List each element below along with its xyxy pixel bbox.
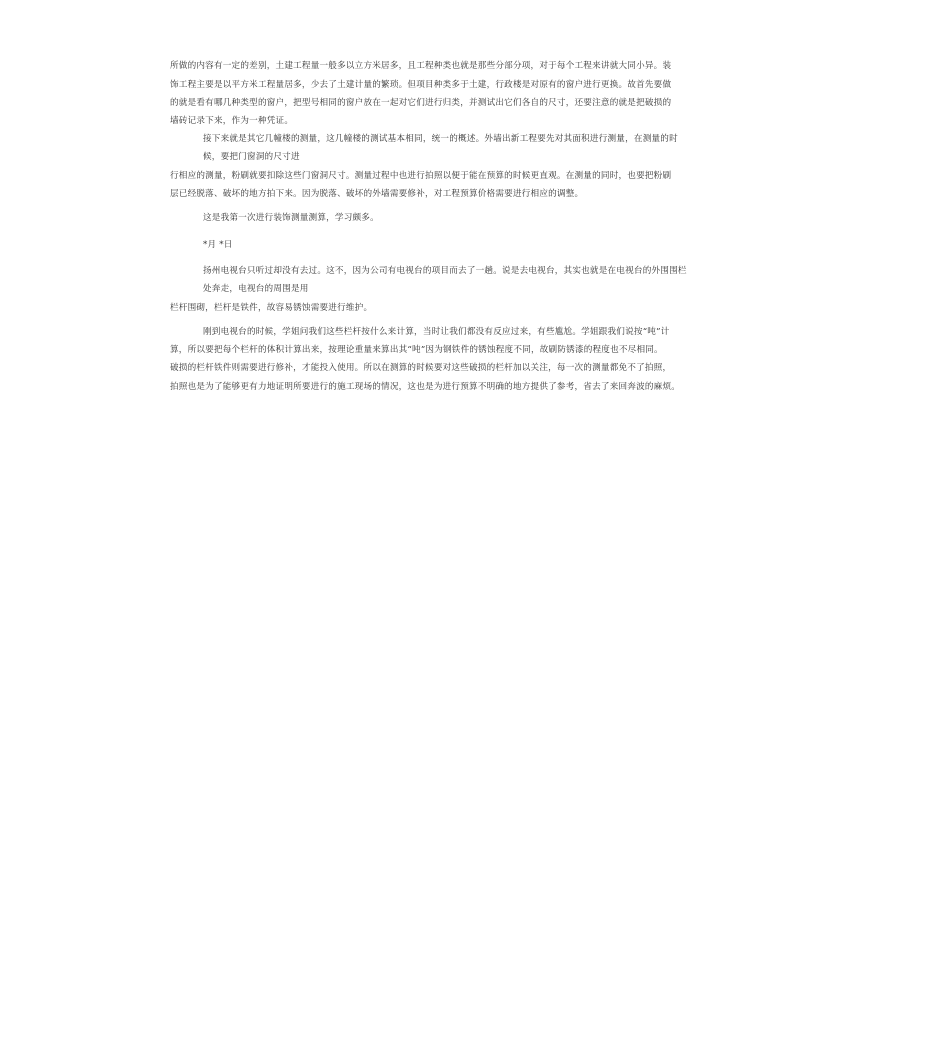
text-line: 拍照也是为了能够更有力地证明所要进行的施工现场的情况，这也是为进行预算不明确的地方提供了参考，省去了来回奔波的麻烦。 <box>170 382 681 392</box>
text-line: 饰工程主要是以平方米工程量居多，少去了土建计量的繁琐。但项目种类多于土建，行政楼是对原有的窗户进行更换。故首先要做 <box>170 80 672 90</box>
text-line: 接下来就是其它几幢楼的测量，这几幢楼的测试基本相同，统一的概述。外墙出新工程要先对其面积进行测量，在测量的时 <box>203 134 678 144</box>
text-line: 栏杆围砌，栏杆是铁件，故容易锈蚀需要进行维护。 <box>170 303 373 313</box>
text-line: 墙砖记录下来，作为一种凭证。 <box>170 116 294 126</box>
text-line: 算，所以要把每个栏杆的体积计算出来，按理论重量来算出其“吨”因为钢铁件的锈蚀程度不同，故刷防锈漆的程度也不尽相同。 <box>170 345 663 355</box>
text-line: 刚到电视台的时候，学姐问我们这些栏杆按什么来计算，当时让我们都没有反应过来，有些尴尬。学姐跟我们说按“吨”计 <box>203 327 670 337</box>
date-line: *月 *日 <box>203 240 233 250</box>
text-line: 扬州电视台只听过却没有去过。这不，因为公司有电视台的项目而去了一趟。说是去电视台，其实也就是在电视台的外围围栏 <box>203 266 687 276</box>
text-line: 这是我第一次进行装饰测量测算，学习颇多。 <box>203 213 379 223</box>
text-line: 层已经脱落、破坏的地方拍下来。因为脱落、破坏的外墙需要修补，对工程预算价格需要进行相应的调整。 <box>170 189 584 199</box>
text-line: 候，要把门窗洞的尺寸进 <box>203 152 300 162</box>
text-line: 的就是看有哪几种类型的窗户，把型号相同的窗户放在一起对它们进行归类，并测试出它们各自的尺寸，还要注意的就是把破损的 <box>170 98 672 108</box>
text-line: 破损的栏杆铁件则需要进行修补，才能投入使用。所以在测算的时候要对这些破损的栏杆加以关注，每一次的测量都免不了拍照， <box>170 363 672 373</box>
text-line: 行相应的测量，粉刷就要扣除这些门窗洞尺寸。测量过程中也进行拍照以便于能在预算的时候更直观。在测量的同时，也要把粉刷 <box>170 171 672 181</box>
text-line: 处奔走，电视台的周围是用 <box>203 284 309 294</box>
text-line: 所做的内容有一定的差别，土建工程量一般多以立方米居多，且工程种类也就是那些分部分项，对于每个工程来讲就大同小异。装 <box>170 61 672 71</box>
